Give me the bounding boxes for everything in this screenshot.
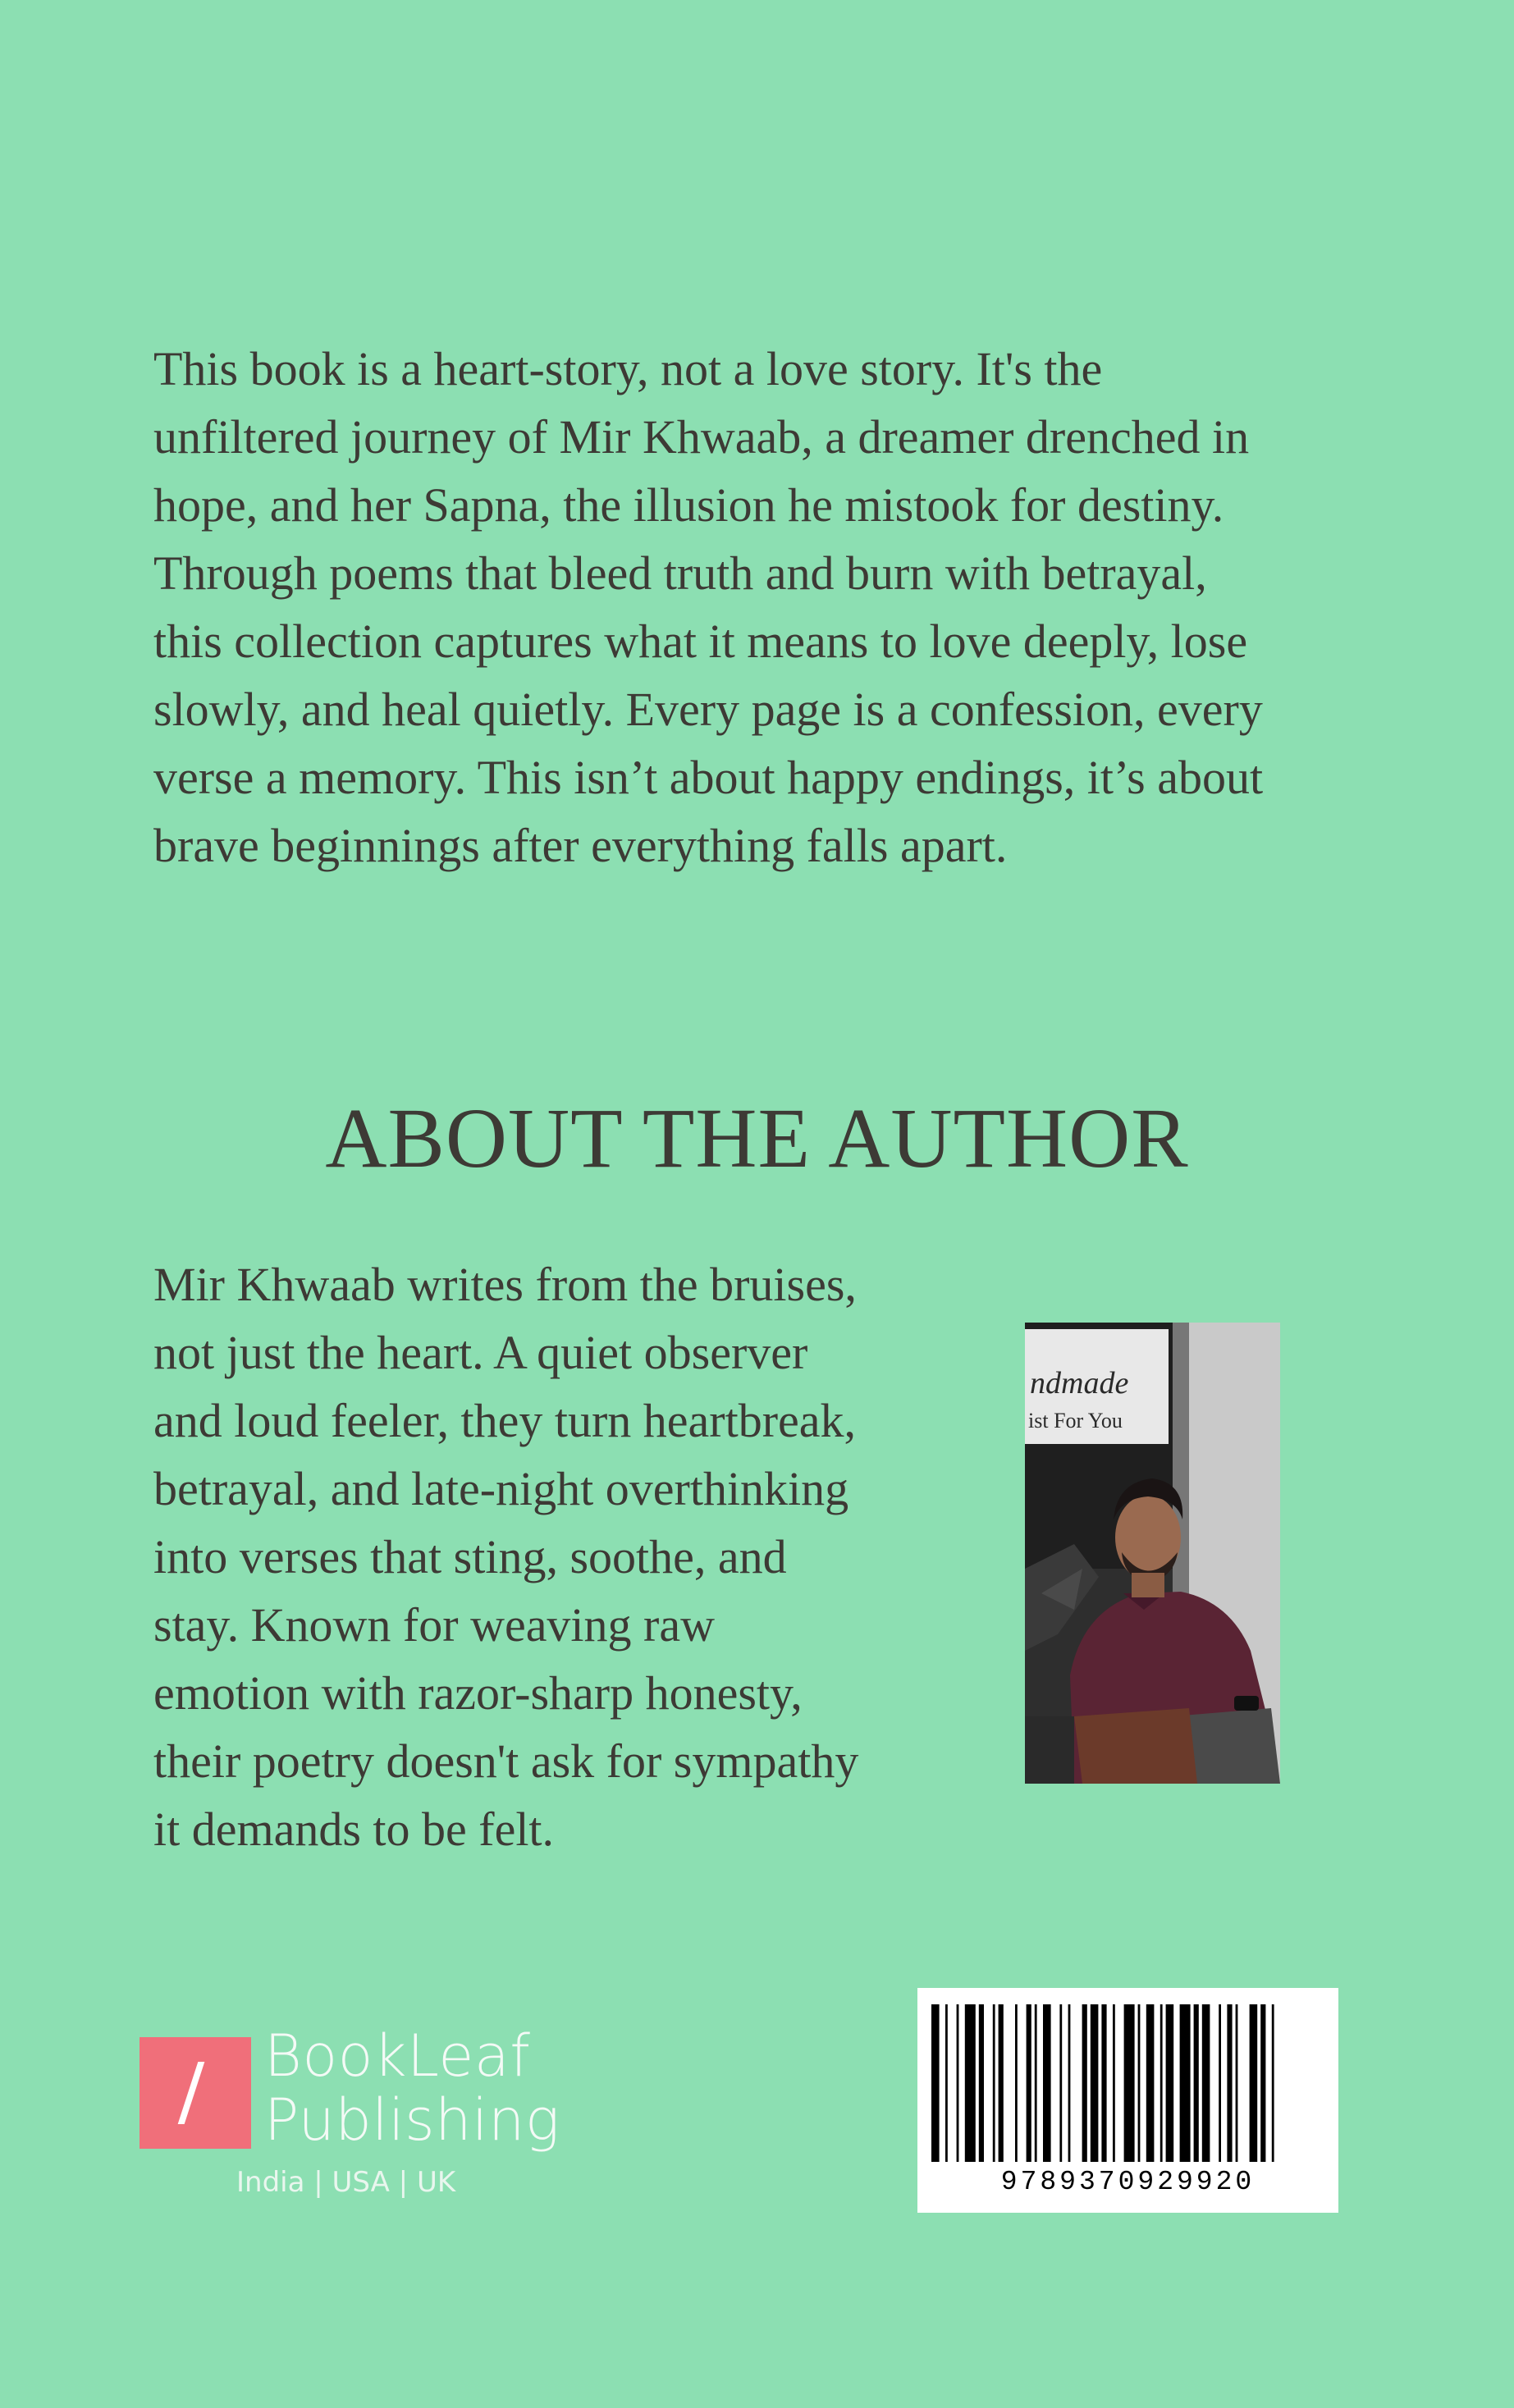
barcode-bar [1027,2004,1031,2162]
barcode-bar [1180,2004,1191,2162]
barcode-bar [1068,2004,1071,2162]
barcode-bar [1146,2004,1155,2162]
barcode-bar [1236,2004,1238,2162]
bio-line: their poetry doesn't ask for sympathy [153,1734,859,1788]
barcode-bar [1059,2004,1062,2162]
barcode-bar [1250,2004,1258,2162]
barcode-bar [1101,2004,1106,2162]
logo-mark-icon [140,2037,251,2149]
blurb-line: unfiltered journey of Mir Khwaab, a dreamer drenched in [153,410,1250,464]
logo-slash-icon [178,2062,205,2124]
bio-line: not just the heart. A quiet observer [153,1326,808,1379]
author-photo [1025,1323,1280,1784]
barcode-bar [1043,2004,1051,2162]
barcode-bar [1124,2004,1135,2162]
isbn-number: 9789370929920 [1000,2167,1256,2197]
barcode-bar [1160,2004,1163,2162]
publisher-name-line2: Publishing [264,2086,560,2154]
photo-sign-text: ndmade [1030,1366,1129,1400]
isbn-barcode [917,1988,1338,2213]
barcode-bar [1202,2004,1210,2162]
barcode-bar [1194,2004,1199,2162]
barcode-bar [1260,2004,1265,2162]
bio-line: into verses that sting, soothe, and [153,1530,787,1583]
photo-sign-text: ist For You [1028,1409,1123,1432]
barcode-bar [1091,2004,1099,2162]
barcode-bar [1272,2004,1274,2162]
barcode-bar [1138,2004,1141,2162]
barcode-bar [931,2004,940,2162]
blurb-line: slowly, and heal quietly. Every page is a confession, every [153,683,1263,736]
blurb-line: Through poems that bleed truth and burn with betrayal, [153,546,1207,600]
bio-line: betrayal, and late-night overthinking [153,1462,849,1515]
barcode-bar [1113,2004,1115,2162]
bio-line: and loud feeler, they turn heartbreak, [153,1394,857,1447]
barcode-bar [1015,2004,1018,2162]
barcode-bar [979,2004,984,2162]
bio-line: stay. Known for weaving raw [153,1598,715,1652]
barcode-bar [999,2004,1004,2162]
barcode-bar [1035,2004,1037,2162]
author-photo-illustration [1025,1323,1280,1784]
bio-line: it demands to be felt. [153,1803,555,1856]
barcode-bar [993,2004,995,2162]
author-bio [153,1250,941,1863]
blurb-line: verse a memory. This isn’t about happy endings, it’s about [153,751,1264,804]
bio-line: emotion with razor-sharp honesty, [153,1666,803,1720]
publisher-logo [140,2022,566,2214]
barcode-bar [957,2004,959,2162]
barcode-bar [1219,2004,1221,2162]
blurb-line: brave beginnings after everything falls apart. [153,819,1008,872]
barcode-bar [965,2004,976,2162]
blurb-line: This book is a heart-story, not a love story. It's the [153,342,1103,395]
barcode-bars-icon [931,2004,1324,2162]
barcode-bar [1227,2004,1232,2162]
blurb-line: this collection captures what it means to love deeply, lose [153,615,1248,668]
barcode-bar [1166,2004,1174,2162]
publisher-name-line1: BookLeaf [264,2022,531,2090]
publisher-regions: India | USA | UK [236,2166,456,2199]
barcode-bar [1082,2004,1087,2162]
book-blurb [153,335,1384,880]
bio-line: Mir Khwaab writes from the bruises, [153,1258,857,1311]
about-the-author-heading: ABOUT THE AUTHOR [325,1091,1189,1186]
barcode-bar [945,2004,948,2162]
blurb-line: hope, and her Sapna, the illusion he mistook for destiny. [153,478,1224,532]
